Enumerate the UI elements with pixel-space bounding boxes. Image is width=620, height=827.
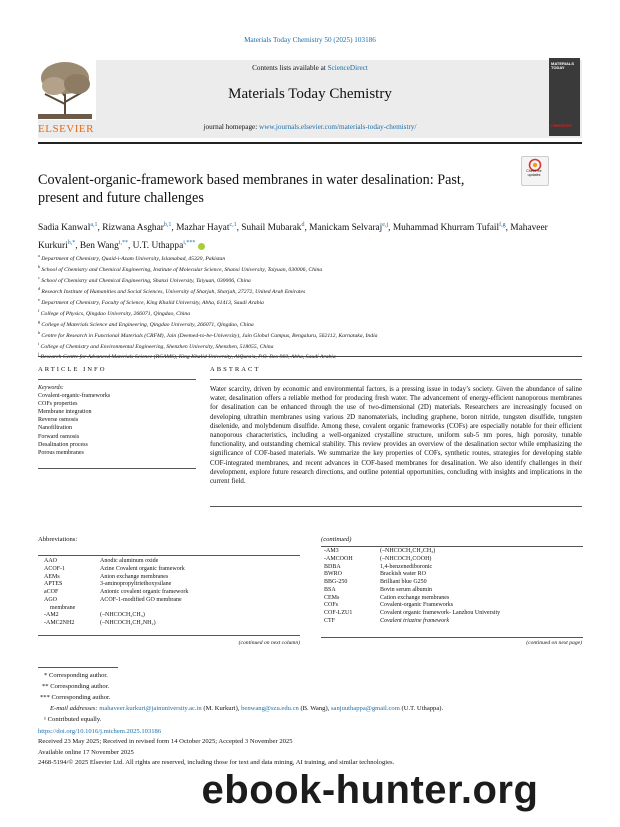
contents-available <box>130 64 490 72</box>
affiliation-list <box>38 252 583 361</box>
available-online: Available online 17 November 2025 <box>38 748 134 756</box>
author-name: Mahaveer Kurkuri <box>38 223 548 252</box>
continued-title: (continued) <box>321 536 352 543</box>
affiliation-text: Department of Chemistry, Faculty of Science, King Khalid University, Abha, 61413, Saudi Arabia <box>41 299 264 306</box>
abbreviation-row <box>44 558 302 566</box>
check-updates-label: Check for updates <box>526 169 542 177</box>
author-name: U.T. Uthappa <box>132 241 184 252</box>
abbreviation-value: (–NHCOCH₂COOH) <box>380 555 432 562</box>
author-affiliation-marker[interactable]: i,** <box>118 240 128 247</box>
email-label: E-mail addresses: <box>50 705 100 713</box>
author-name: Mazhar Hayat <box>176 223 230 234</box>
author-affiliation-marker[interactable]: e,j <box>382 222 389 228</box>
article-title: Covalent-organic-framework based membranes in water desalination: Past, present and future challenges <box>38 172 465 206</box>
author-name: Manickam Selvaraj <box>309 223 383 234</box>
keyword-item: Covalent-organic-frameworks <box>38 393 111 400</box>
affiliation-text: Centre for Research in Functional Materials (CRFM), Jain (Deemed-to-be-University), Jain Global Campus, Bengaluru, 562112, Karnataka, India <box>41 332 378 339</box>
abbreviation-key: BDBA <box>324 563 341 570</box>
footnote-emails <box>38 703 583 714</box>
keywords-block <box>38 384 198 457</box>
keyword-item: Membrane integration <box>38 409 92 416</box>
abbreviation-key: membrane <box>50 604 76 611</box>
affiliation-item <box>38 263 583 274</box>
email-name-kurkuri: (M. Kurkuri), <box>201 705 242 713</box>
abbreviation-row <box>44 566 302 574</box>
footnote-contributed: ¹ Contributed equally. <box>44 716 102 724</box>
abbreviation-value: Covalent-organic Frameworks <box>380 602 454 609</box>
abbreviation-value: Covalent triazine framework <box>380 617 449 624</box>
doi-link[interactable]: https://doi.org/10.1016/j.mtchem.2025.103186 <box>38 728 162 735</box>
abbreviation-value: Brackish water RO <box>380 571 426 578</box>
affiliation-item <box>38 296 583 307</box>
affiliation-item <box>38 307 583 318</box>
keyword-item: COFs properties <box>38 401 78 408</box>
affiliation-text: College of Physics, Qingdao University, 266071, Qingdao, China <box>40 310 191 317</box>
email-link-wang[interactable]: benwang@szu.edu.cn <box>241 705 299 713</box>
section-divider <box>38 356 582 357</box>
abbreviations-table-left <box>44 558 302 628</box>
affiliation-text: School of Chemistry and Chemical Engineering, Shanxi University, Taiyuan, 030006, China <box>41 277 251 284</box>
footnote-corresponding-3: *** Corresponding author. <box>40 694 111 702</box>
author-affiliation-marker[interactable]: i,*** <box>183 240 196 247</box>
affiliation-text: School of Chemistry and Chemical Engineering, Institute of Molecular Science, Shanxi University, Taiyuan, 030006, China <box>41 266 323 273</box>
author-name: Sadia Kanwal <box>38 223 91 234</box>
abbreviation-row <box>324 595 582 603</box>
abbreviation-value: Anodic aluminum oxide <box>100 558 159 564</box>
abstract-text: Water scarcity, driven by economic and environmental factors, is a pressing issue in today’s society. Given the abundance of saline water, desalination offers a reliable method for producing fresh water. The advancement of energy-efficient nanoporous membranes for desalination can be enhanced through the use of two-dimensional (2D) materials. Researchers are increasingly focused on developing ultrathin membranes using various 2D nanomaterials, including graphene, boron nitride, tungsten disulfide, tungsten diselenide, and molybdenum disulfide. Among these, covalent organic frameworks (COFs) are especially notable for their efficient nanoporous characteristics, including a well-organized crystalline structure, uniform sub-5 nm pores, high porosity, tunable functionality, and outstanding chemical stability. This review provides an overview of the desalination sector while emphasizing the significance of COF-based materials. We summarize the key properties of COFs, synthetic routes, strategies for developing stable COF-integrated membranes, and recent advances in COF-based membranes for desalination. We also identify challenges in their development, explore future research directions, and outline potential opportunities, concluding with insights and implications in the current field. <box>210 386 582 486</box>
affiliation-item <box>38 329 583 340</box>
abbreviation-key: -AM2 <box>44 612 59 619</box>
author[interactable] <box>133 241 196 251</box>
affiliation-text: Department of Chemistry, Quaid-i-Azam University, Islamabad, 45320, Pakistan <box>41 255 226 262</box>
abbreviation-key: AAO <box>44 558 57 564</box>
abbreviation-value: 1,4-benzenediboronic <box>380 563 433 570</box>
abbreviation-row <box>44 612 302 620</box>
affiliation-key: f <box>38 307 40 313</box>
abbreviation-value: Covalent organic framework- Lanzhou University <box>380 610 501 616</box>
author[interactable] <box>38 223 98 233</box>
abbreviation-row <box>44 597 302 605</box>
email-name-uthappa: (U.T. Uthappa). <box>399 705 444 713</box>
abbreviation-row <box>324 618 582 626</box>
email-name-wang: (B. Wang), <box>298 705 331 713</box>
affiliation-key: e <box>38 296 40 302</box>
abbreviation-key: AEMs <box>44 573 60 580</box>
author-name: Muhammad Khurram Tufail <box>392 223 500 234</box>
abbreviation-key: aCOF <box>44 589 59 595</box>
keyword-item: Nanofiltration <box>38 425 72 432</box>
abbreviation-row <box>324 571 582 579</box>
abbreviation-key: COFs <box>324 602 339 609</box>
keyword-item: Porous membranes <box>38 449 84 456</box>
affiliation-item <box>38 285 583 296</box>
keywords-label: Keywords: <box>38 385 64 391</box>
received-dates: Received 23 May 2025; Received in revised form 14 October 2025; Accepted 3 November 2025 <box>38 738 293 746</box>
abbreviation-row <box>324 548 582 556</box>
abbreviation-key: -AMCOOH <box>324 555 353 562</box>
abbreviation-value: 3-aminopropyltriethoxysilane <box>100 581 172 588</box>
author[interactable] <box>80 241 128 251</box>
homepage-prefix: journal homepage: <box>203 123 260 131</box>
abbreviation-value: (–NHCOCH₂CH₂CH₃) <box>380 548 436 554</box>
abbreviation-row <box>44 620 302 628</box>
abbreviation-row <box>44 574 302 582</box>
abbreviation-value: ACOF-1-modified GO membrane <box>100 596 182 603</box>
author-affiliation-marker[interactable]: h,* <box>67 240 76 247</box>
abbreviations-title: Abbreviations: <box>38 536 78 543</box>
abbreviation-row <box>324 602 582 610</box>
author[interactable] <box>309 223 388 233</box>
article-info-heading: ARTICLE INFO <box>38 366 107 373</box>
affiliation-key: b <box>38 263 40 269</box>
affiliation-key: j <box>38 351 40 357</box>
journal-reference[interactable]: Materials Today Chemistry 50 (2025) 103186 <box>244 36 376 44</box>
abbreviation-key: APTES <box>44 581 63 588</box>
abstract-rule <box>210 379 582 380</box>
keywords-list <box>38 392 198 457</box>
footnotes <box>38 670 583 725</box>
footnote-corresponding-2: ** Corresponding author. <box>42 683 110 691</box>
affiliation-item <box>38 318 583 329</box>
copyright-notice: 2468-5194/© 2025 Elsevier Ltd. All rights are reserved, including those for text and data mining, AI training, and similar technologies. <box>38 758 395 766</box>
affiliation-text: Research Institute of Humanities and Social Sciences, University of Sharjah, Sharjah, 27272, United Arab Emirates <box>41 288 306 295</box>
publisher-name: ELSEVIER <box>38 123 94 135</box>
affiliation-key: h <box>38 329 40 335</box>
journal-homepage <box>110 123 510 131</box>
publication-info <box>38 727 583 768</box>
abstract-end-rule <box>210 506 582 507</box>
author-affiliation-marker[interactable]: f,g <box>499 222 506 228</box>
abbreviation-key: BBG-250 <box>324 579 348 585</box>
author-name: Rizwana Asghar <box>102 223 164 234</box>
abbreviation-row <box>324 556 582 564</box>
affiliation-item <box>38 274 583 285</box>
abbreviation-row <box>324 564 582 572</box>
affiliation-key: a <box>38 253 40 258</box>
continued-bottom-rule <box>321 637 583 638</box>
abbreviation-value: (–NHCOCH₂CH₂NH₂) <box>100 620 156 626</box>
affiliation-item <box>38 252 583 263</box>
abbreviation-value: Bovin serum albumin <box>380 586 432 593</box>
abbreviation-key: COF-LZU1 <box>324 610 353 616</box>
header-divider <box>38 142 582 144</box>
keywords-end-rule <box>38 468 196 469</box>
abbreviation-value: Azine Covalent organic framework <box>100 565 185 572</box>
author-list: Sadia Kanwal$^{a,1}$, Rizwana Asghar$^{b,1}$, Mazhar Hayat$^{c,1}$, Suhail Mubarak$^d$, Manickam Selvaraj$^{e,j}$, Muhammad Khurram Tufail$^{f,g}$, Mahaveer Kurkuri$^{h,*}$, Ben Wang$^{i,**}$, U.T. Uthappa$^{i,***}$ <box>38 222 548 252</box>
affiliation-key: d <box>38 285 40 291</box>
author-affiliation-marker[interactable]: b,1 <box>163 222 172 228</box>
abbreviation-key: CTF <box>324 617 336 624</box>
abbreviation-value: Anion exchange membranes <box>100 573 169 580</box>
abbreviations-top-rule <box>38 555 300 556</box>
affiliation-key: g <box>38 318 40 324</box>
abbreviation-key: -AM3 <box>324 548 339 554</box>
affiliation-key: c <box>38 274 40 280</box>
cover-title: MATERIALS TODAY <box>551 61 575 71</box>
abbreviation-value: (–NHCOCH₂CH₃) <box>100 612 145 619</box>
abbreviation-value: Anionic covalent organic framework <box>100 589 189 595</box>
keyword-item: Desalination process <box>38 441 88 448</box>
homepage-link[interactable]: www.journals.elsevier.com/materials-today-chemistry/ <box>259 123 417 131</box>
author[interactable] <box>176 223 237 233</box>
continued-top-rule <box>321 546 583 547</box>
cover-subtitle: CHEMISTRY <box>551 124 573 128</box>
abbreviations-table-right <box>324 548 582 626</box>
author-name: Suhail Mubarak <box>241 223 302 234</box>
author-affiliation-marker[interactable]: a,1 <box>90 222 98 228</box>
abstract-heading: ABSTRACT <box>210 366 261 373</box>
abbreviation-row <box>324 579 582 587</box>
email-link-kurkuri[interactable]: mahaveer.kurkuri@jainuniversity.ac.in <box>99 705 202 713</box>
abbreviation-key: AGO <box>44 596 57 603</box>
affiliation-text: Research Centre for Advanced Materials Science (RCAMS), King Khalid University, AlQura'a, P.O. Box 960, Abha, Saudi Arabia <box>40 354 336 361</box>
keyword-item: Forward osmosis <box>38 433 80 440</box>
watermark-text: ebook-hunter.org <box>201 768 539 812</box>
contents-prefix: Contents lists available at <box>252 64 328 72</box>
abbreviation-row <box>324 587 582 595</box>
article-info-rule <box>38 379 196 380</box>
email-link-uthappa[interactable]: sanjuuthappa@gmail.com <box>330 705 400 713</box>
orcid-icon[interactable] <box>198 243 205 250</box>
abbreviations-bottom-rule <box>38 635 300 636</box>
continued-next-page: (continued on next page) <box>526 640 582 646</box>
journal-title: Materials Today Chemistry <box>228 86 392 102</box>
abbreviation-key: ACOF-1 <box>44 565 66 572</box>
author[interactable] <box>241 223 304 233</box>
abbreviation-key: -AMC2NH2 <box>44 620 75 626</box>
author[interactable] <box>102 223 171 233</box>
affiliation-item <box>38 340 583 351</box>
abbreviation-key: BWRO <box>324 571 342 578</box>
abbreviation-key: BSA <box>324 586 336 593</box>
author-name: Ben Wang <box>79 241 119 252</box>
sciencedirect-link[interactable]: ScienceDirect <box>327 64 368 72</box>
abbreviation-row <box>44 589 302 597</box>
affiliation-text: College of Materials Science and Engineering, Qingdao University, 266071, Qingdao, China <box>41 321 254 328</box>
author[interactable] <box>393 223 506 233</box>
affiliation-key: i <box>38 340 40 346</box>
footnote-corresponding-1: * Corresponding author. <box>44 672 108 679</box>
author-affiliation-marker[interactable]: d <box>301 222 305 228</box>
author-affiliation-marker[interactable]: c,1 <box>229 222 237 228</box>
abbreviation-value: Brilliant blue G250 <box>380 579 427 585</box>
abbreviation-row <box>324 610 582 618</box>
keyword-item: Reverse osmosis <box>38 417 79 424</box>
abbreviation-value: Cation exchange membranes <box>380 594 450 601</box>
abbreviation-row <box>44 581 302 589</box>
continued-next-column: (continued on next column) <box>238 640 300 646</box>
footnote-rule <box>38 667 118 668</box>
abbreviation-key: CEMs <box>324 594 340 601</box>
affiliation-text: College of Chemistry and Environmental Engineering, Shenzhen University, Shenzhen, 518055, China <box>40 343 274 350</box>
abbreviation-row <box>44 605 302 613</box>
